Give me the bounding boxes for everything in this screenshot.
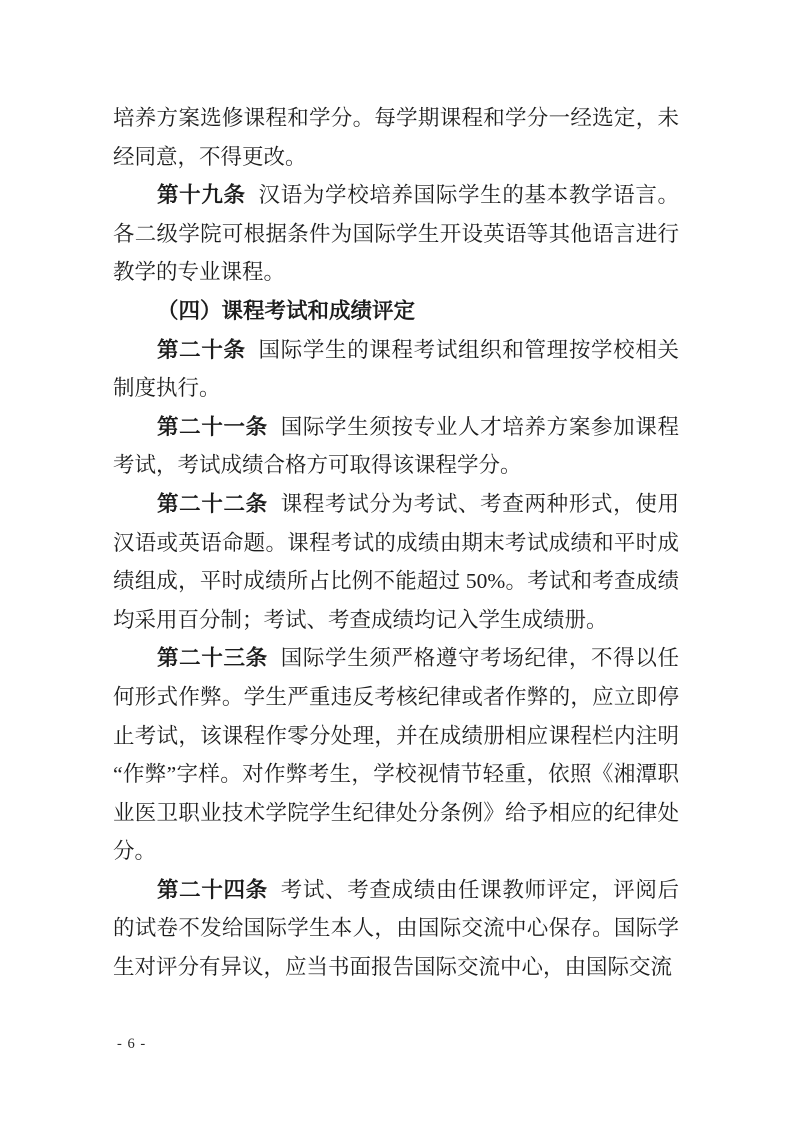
paragraph-text: 培养方案选修课程和学分。每学期课程和学分一经选定，未经同意，不得更改。 bbox=[113, 106, 679, 169]
paragraph-article-22 bbox=[113, 485, 679, 639]
paragraph-text: 课程考试分为考试、考查两种形式，使用汉语或英语命题。课程考试的成绩由期末考试成绩和平时成绩组成，平时成绩所占比例不能超过 50%。考试和考查成绩均采用百分制；考试、考查成绩均记入学生成绩册。 bbox=[113, 491, 679, 632]
paragraph-article-21 bbox=[113, 408, 679, 485]
paragraph-text: 国际学生须严格遵守考场纪律，不得以任何形式作弊。学生严重违反考核纪律或者作弊的，应立即停止考试，该课程作零分处理，并在成绩册相应课程栏内注明“作弊”字样。对作弊考生，学校视情节轻重，依照《湘潭职业医卫职业技术学院学生纪律处分条例》给予相应的纪律处分。 bbox=[113, 646, 679, 864]
paragraph-continuation bbox=[113, 99, 679, 176]
section-heading-4 bbox=[113, 292, 679, 331]
article-24-label: 第二十四条 bbox=[157, 877, 268, 902]
paragraph-article-19 bbox=[113, 176, 679, 292]
paragraph-text: 国际学生的课程考试组织和管理按学校相关制度执行。 bbox=[113, 337, 679, 401]
article-20-label: 第二十条 bbox=[157, 337, 246, 362]
paragraph-article-20 bbox=[113, 331, 679, 408]
document-body bbox=[113, 99, 679, 987]
page-number: - 6 - bbox=[117, 1036, 147, 1052]
paragraph-text: 汉语为学校培养国际学生的基本教学语言。各二级学院可根据条件为国际学生开设英语等其他语言进行教学的专业课程。 bbox=[113, 183, 679, 285]
article-21-label: 第二十一条 bbox=[157, 414, 268, 439]
paragraph-text: 考试、考查成绩由任课教师评定，评阅后的试卷不发给国际学生本人，由国际交流中心保存。国际学生对评分有异议，应当书面报告国际交流中心，由国际交流 bbox=[113, 877, 679, 980]
article-23-label: 第二十三条 bbox=[157, 646, 268, 671]
section-heading-text: （四）课程考试和成绩评定 bbox=[157, 298, 416, 323]
article-19-label: 第十九条 bbox=[157, 183, 246, 208]
paragraph-article-24 bbox=[113, 871, 679, 987]
paragraph-article-23 bbox=[113, 639, 679, 871]
article-22-label: 第二十二条 bbox=[157, 491, 268, 516]
paragraph-text: 国际学生须按专业人才培养方案参加课程考试，考试成绩合格方可取得该课程学分。 bbox=[113, 414, 679, 478]
